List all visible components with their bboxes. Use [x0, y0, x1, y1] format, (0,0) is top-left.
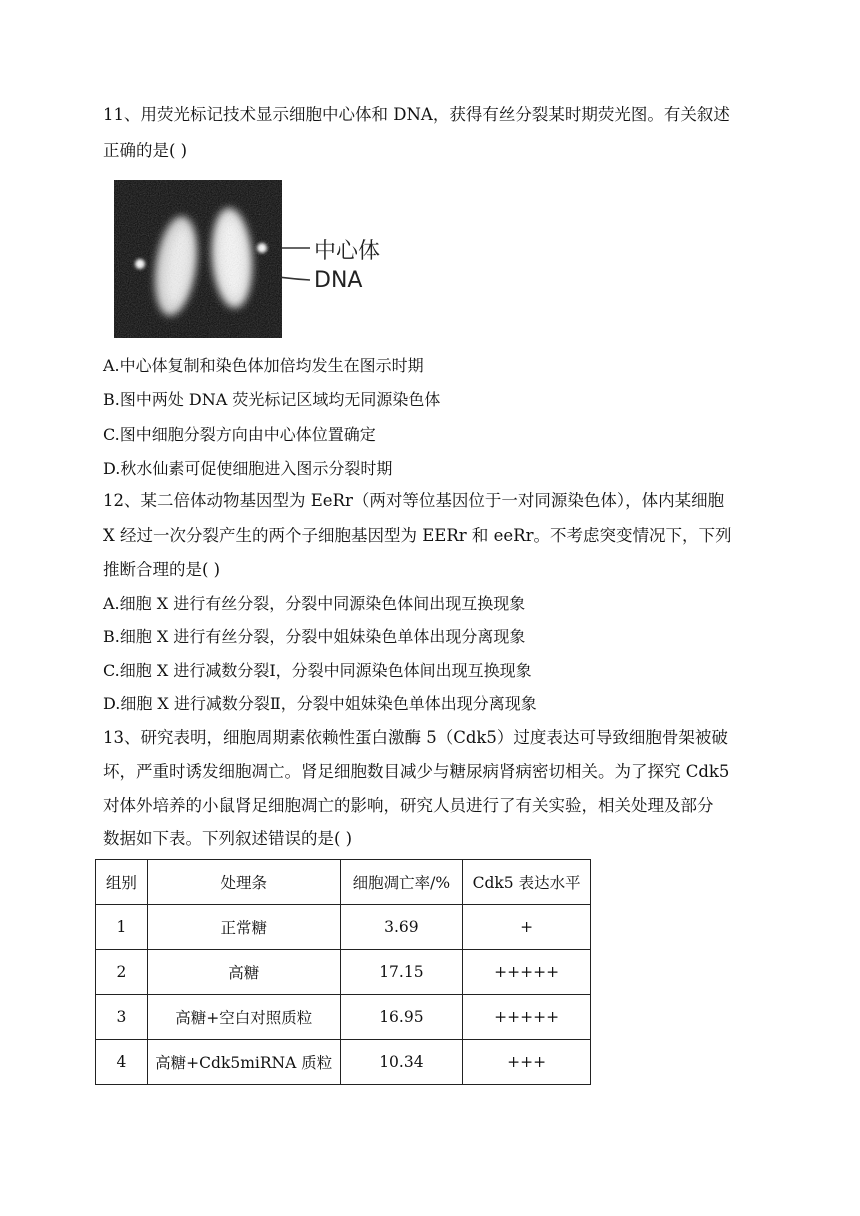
q11-stem-line1: 11、用荧光标记技术显示细胞中心体和 DNA，获得有丝分裂某时期荧光图。有关叙述	[103, 105, 730, 124]
q11-stem-line2: 正确的是( )	[103, 141, 188, 160]
fluorescence-micrograph	[114, 180, 282, 338]
dna-leader-line	[282, 268, 310, 280]
table-cell-cdk5-level: +++	[463, 1040, 591, 1085]
table-header-cell: Cdk5 表达水平	[463, 860, 591, 905]
table-row	[96, 950, 591, 995]
table-row	[96, 995, 591, 1040]
table-cell-apoptosis-rate: 3.69	[340, 905, 463, 950]
fluorescence-image	[114, 180, 282, 338]
q12-stem-line3: 推断合理的是( )	[103, 560, 221, 579]
table-cell-apoptosis-rate: 16.95	[340, 995, 463, 1040]
q13-stem-line2: 坏，严重时诱发细胞凋亡。肾足细胞数目减少与糖尿病肾病密切相关。为了探究 Cdk5	[103, 762, 730, 781]
table-row	[96, 905, 591, 950]
q11-option-c: C.图中细胞分裂方向由中心体位置确定	[103, 425, 376, 444]
q12-option-d: D.细胞 X 进行减数分裂Ⅱ，分裂中姐妹染色单体出现分离现象	[103, 694, 537, 713]
experiment-data-table	[95, 859, 591, 1085]
grain-overlay	[114, 180, 282, 338]
table-cell-group: 3	[96, 995, 148, 1040]
q11-option-b: B.图中两处 DNA 荧光标记区域均无同源染色体	[103, 390, 441, 409]
table-header-cell: 细胞凋亡率/%	[340, 860, 463, 905]
table-cell-treatment: 正常糖	[147, 905, 340, 950]
table-cell-treatment: 高糖+Cdk5miRNA 质粒	[147, 1040, 340, 1085]
q12-option-b: B.细胞 X 进行有丝分裂，分裂中姐妹染色单体出现分离现象	[103, 627, 526, 646]
q13-stem-line1: 13、研究表明，细胞周期素依赖性蛋白激酶 5（Cdk5）过度表达可导致细胞骨架被破	[103, 728, 728, 747]
table-cell-cdk5-level: +++++	[463, 995, 591, 1040]
table-cell-cdk5-level: +++++	[463, 950, 591, 995]
q11-option-a: A.中心体复制和染色体加倍均发生在图示时期	[103, 356, 424, 375]
table-cell-group: 1	[96, 905, 148, 950]
table-header-cell: 处理条	[147, 860, 340, 905]
table-header-row	[96, 860, 591, 905]
q13-stem-line4: 数据如下表。下列叙述错误的是( )	[103, 829, 353, 848]
dna-label: DNA	[314, 268, 363, 293]
table-header-cell: 组别	[96, 860, 148, 905]
table-cell-treatment: 高糖+空白对照质粒	[147, 995, 340, 1040]
q13-stem-line3: 对体外培养的小鼠肾足细胞凋亡的影响，研究人员进行了有关实验，相关处理及部分	[103, 796, 714, 815]
q11-option-d: D.秋水仙素可促使细胞进入图示分裂时期	[103, 459, 393, 478]
table-cell-group: 4	[96, 1040, 148, 1085]
table-cell-apoptosis-rate: 17.15	[340, 950, 463, 995]
centrosome-label: 中心体	[314, 239, 381, 264]
q12-option-c: C.细胞 X 进行减数分裂Ⅰ，分裂中同源染色体间出现互换现象	[103, 661, 532, 680]
table-cell-cdk5-level: +	[463, 905, 591, 950]
table-cell-group: 2	[96, 950, 148, 995]
table-row	[96, 1040, 591, 1085]
table-cell-apoptosis-rate: 10.34	[340, 1040, 463, 1085]
table-cell-treatment: 高糖	[147, 950, 340, 995]
figure-labels	[282, 180, 402, 338]
q12-stem-line2: X 经过一次分裂产生的两个子细胞基因型为 EERr 和 eeRr。不考虑突变情况下，下列	[103, 526, 732, 545]
q12-option-a: A.细胞 X 进行有丝分裂，分裂中同源染色体间出现互换现象	[103, 594, 526, 613]
q12-stem-line1: 12、某二倍体动物基因型为 EeRr（两对等位基因位于一对同源染色体），体内某细胞	[103, 491, 725, 510]
